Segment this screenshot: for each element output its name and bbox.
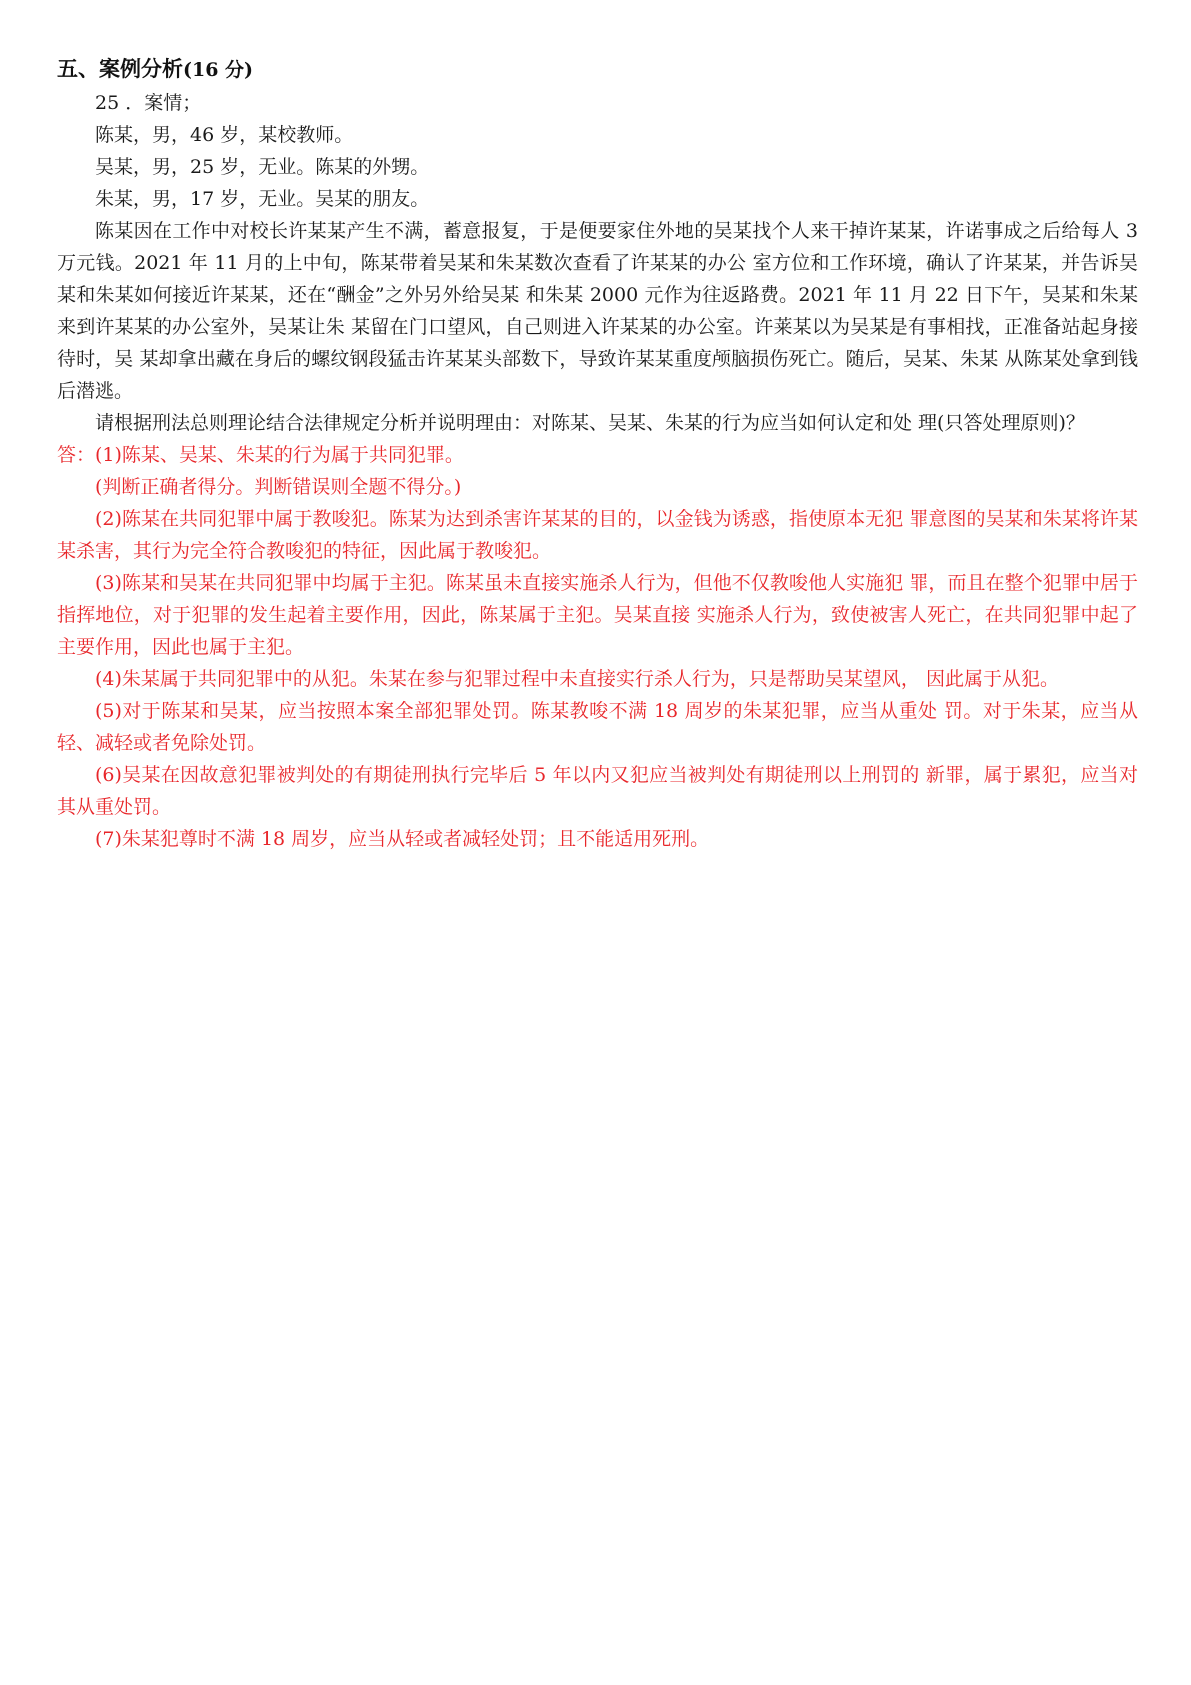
answer-item: (2)陈某在共同犯罪中属于教唆犯。陈某为达到杀害许某某的目的，以金钱为诱惑，指使原本无犯 罪意图的吴某和朱某将许某某杀害，其行为完全符合教唆犯的特征，因此属于教唆犯。: [57, 508, 1138, 562]
question-number: 25 ．案情；: [95, 92, 202, 114]
answer-lead: 答：(1)陈某、吴某、朱某的行为属于共同犯罪。: [57, 444, 464, 466]
person-wu: 吴某，男，25 岁，无业。陈某的外甥。: [95, 156, 430, 178]
answer-block: [57, 439, 1138, 855]
answer-item: (6)吴某在因故意犯罪被判处的有期徒刑执行完毕后 5 年以内又犯应当被判处有期徒刑以上刑罚的 新罪，属于累犯，应当对其从重处罚。: [57, 764, 1138, 818]
answer-item: (3)陈某和吴某在共同犯罪中均属于主犯。陈某虽未直接实施杀人行为，但他不仅教唆他人实施犯 罪，而且在整个犯罪中居于指挥地位，对于犯罪的发生起着主要作用，因此，陈某属于主犯。吴某直接 实施杀人行为，致使被害人死亡，在共同犯罪中起了主要作用，因此也属于主犯。: [57, 572, 1138, 658]
section-title: 五、案例分析: [57, 57, 183, 81]
person-chen: 陈某，男，46 岁，某校教师。: [95, 124, 354, 146]
question-block: [57, 87, 1138, 439]
question-prompt: 请根据刑法总则理论结合法律规定分析并说明理由：对陈某、吴某、朱某的行为应当如何认定和处 理(只答处理原则)？: [95, 412, 1085, 434]
section-score: (16 分): [183, 59, 254, 81]
answer-item: (7)朱某犯尊时不满 18 周岁，应当从轻或者减轻处罚；且不能适用死刑。: [95, 828, 710, 850]
section-heading: [57, 52, 1138, 87]
page-content: [57, 52, 1138, 855]
answer-item: (5)对于陈某和吴某，应当按照本案全部犯罪处罚。陈某教唆不满 18 周岁的朱某犯罪，应当从重处 罚。对于朱某，应当从轻、减轻或者免除处罚。: [57, 700, 1138, 754]
person-zhu: 朱某，男，17 岁，无业。吴某的朋友。: [95, 188, 430, 210]
answer-item: (4)朱某属于共同犯罪中的从犯。朱某在参与犯罪过程中未直接实行杀人行为，只是帮助吴某望风， 因此属于从犯。: [95, 668, 1059, 690]
case-facts: 陈某因在工作中对校长许某某产生不满，蓄意报复，于是便要家住外地的吴某找个人来干掉许某某，许诺事成之后给每人 3 万元钱。2021 年 11 月的上中旬，陈某带着吴某和朱某数次查看了许某某的办公 室方位和工作环境，确认了许某某，并告诉吴某和朱某如何接近许某某，还在“酬金”之外另外给吴某 和朱某 2000 元作为往返路费。2021 年 11 月 22 日下午，吴某和朱某来到许某某的办公室外，吴某让朱 某留在门口望风，自己则进入许某某的办公室。许莱某以为吴某是有事相找，正准备站起身接待时，吴 某却拿出藏在身后的螺纹钢段猛击许某某头部数下，导致许某某重度颅脑损伤死亡。随后，吴某、朱某 从陈某处拿到钱后潜逃。: [57, 220, 1138, 402]
answer-note: (判断正确者得分。判断错误则全题不得分。): [95, 476, 462, 498]
